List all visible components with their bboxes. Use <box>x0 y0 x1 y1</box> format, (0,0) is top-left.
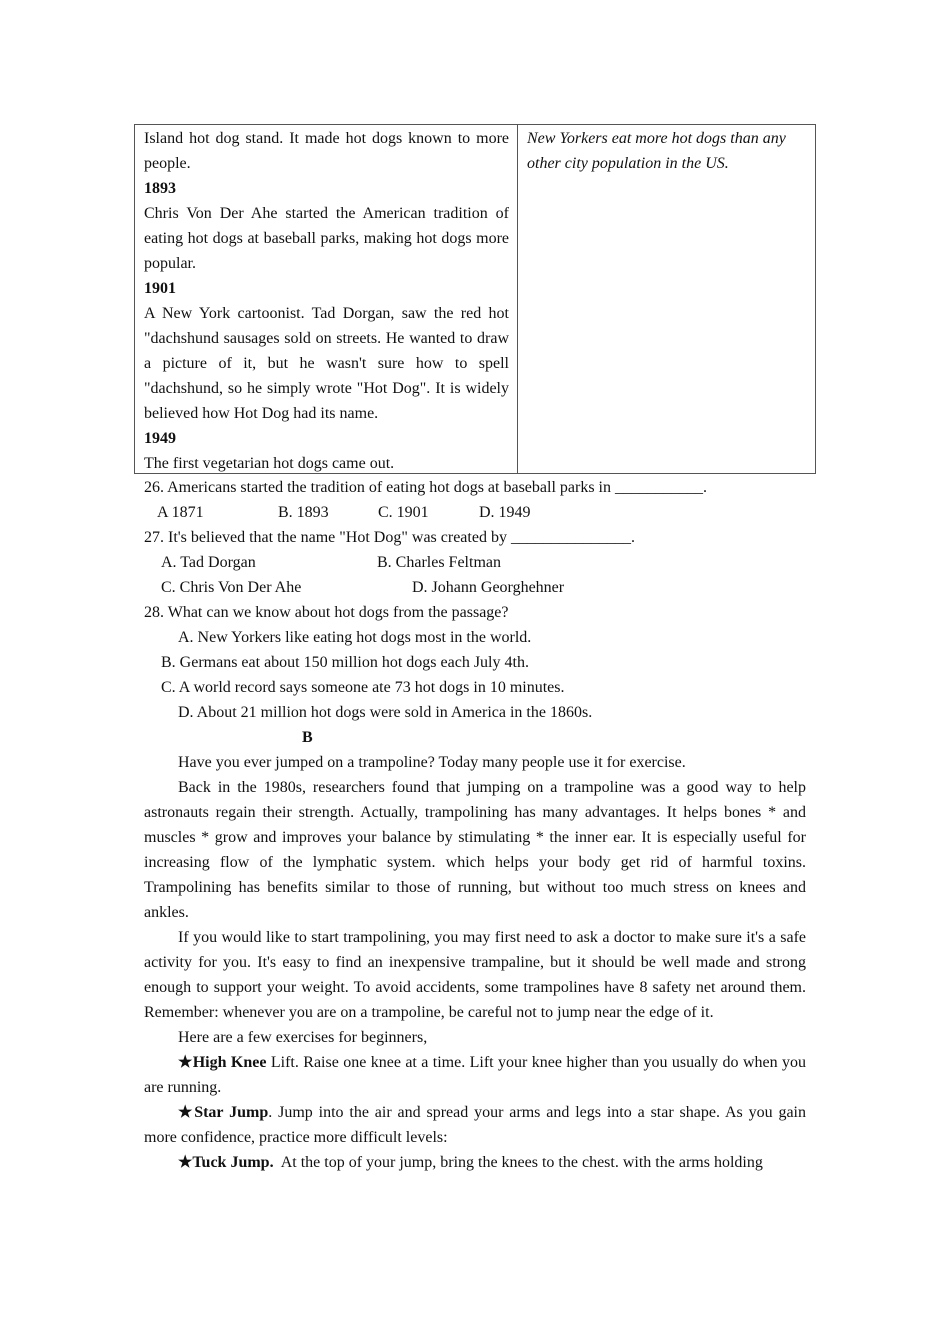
question-26-options <box>144 500 806 525</box>
section-b-heading: B <box>302 729 313 746</box>
option: C. Chris Von Der Ahe <box>161 579 302 596</box>
exercise-tuck-jump <box>144 1150 806 1175</box>
table-year: 1901 <box>144 280 176 297</box>
option: B. 1893 <box>278 504 329 521</box>
document-body <box>144 475 806 1175</box>
question-27-options-row2 <box>144 575 806 600</box>
exercise-text: . Jump into the air and spread your arms and legs into a star shape. As you gain more confidence, practice more difficult levels: <box>144 1104 806 1146</box>
question-28: 28. What can we know about hot dogs from the passage? <box>144 604 509 621</box>
table-left-column <box>135 125 518 473</box>
table-text: Island hot dog stand. It made hot dogs known to more people. <box>144 130 509 172</box>
exercise-text: Lift. Raise one knee at a time. Lift your knee higher than you usually do when you are running. <box>144 1054 807 1096</box>
table-right-column <box>518 125 815 473</box>
table-year: 1893 <box>144 180 176 197</box>
exercise-star-jump <box>144 1100 806 1150</box>
paragraph-3: If you would like to start trampolining, you may first need to ask a doctor to make sure it's a safe activity for you. It's easy to find an inexpensive trampaline, but it should be well made and strong enough to support your weight. To avoid accidents, some trampolines have 8 safety net around them. Remember: whenever you are on a trampoline, be careful not to jump near the edge of it. <box>144 929 806 1021</box>
option: A. Tad Dorgan <box>161 554 256 571</box>
paragraph-1: Have you ever jumped on a trampoline? Today many people use it for exercise. <box>178 754 686 771</box>
option: A 1871 <box>157 504 204 521</box>
hot-dog-history-table <box>134 124 816 474</box>
option: C. 1901 <box>378 504 429 521</box>
exercise-text: At the top of your jump, bring the knees to the chest. with the arms holding <box>273 1154 763 1171</box>
question-27-options-row1 <box>144 550 806 575</box>
exercise-high-knee <box>144 1050 806 1100</box>
question-28-option-b: B. Germans eat about 150 million hot dogs each July 4th. <box>161 654 529 671</box>
paragraph-2: Back in the 1980s, researchers found that jumping on a trampoline was a good way to help astronauts regain their strength. Actually, trampolining has many advantages. It helps bones * and muscles * grow and improves your balance by stimulating * the inner ear. It is especially useful for increasing flow of the lymphatic system. which helps your body get rid of harmful toxins. Trampolining has benefits similar to those of running, but without too much stress on knees and ankles. <box>144 779 806 921</box>
exercise-title: ★High Knee <box>178 1054 267 1071</box>
exercise-title: ★Star Jump <box>178 1104 269 1121</box>
exercise-title: ★Tuck Jump. <box>178 1154 274 1171</box>
question-28-option-d: D. About 21 million hot dogs were sold in America in the 1860s. <box>178 704 593 721</box>
question-28-option-c: C. A world record says someone ate 73 hot dogs in 10 minutes. <box>161 679 565 696</box>
question-26: 26. Americans started the tradition of eating hot dogs at baseball parks in ___________. <box>144 479 707 496</box>
table-text: Chris Von Der Ahe started the American tradition of eating hot dogs at baseball parks, making hot dogs more popular. <box>144 205 509 272</box>
option: D. 1949 <box>479 504 531 521</box>
paragraph-4: Here are a few exercises for beginners, <box>178 1029 428 1046</box>
table-text: The first vegetarian hot dogs came out. <box>144 455 395 472</box>
question-27: 27. It's believed that the name "Hot Dog" was created by _______________. <box>144 529 635 546</box>
table-year: 1949 <box>144 430 176 447</box>
option: B. Charles Feltman <box>377 554 501 571</box>
question-28-option-a: A. New Yorkers like eating hot dogs most in the world. <box>178 629 532 646</box>
option: D. Johann Georghehner <box>412 579 565 596</box>
table-fact: New Yorkers eat more hot dogs than any other city population in the US. <box>527 130 786 172</box>
table-text: A New York cartoonist. Tad Dorgan, saw the red hot "dachshund sausages sold on streets. He wanted to draw a picture of it, but he wasn't sure how to spell "dachshund, so he simply wrote "Hot Dog". It is widely believed how Hot Dog had its name. <box>144 305 509 422</box>
